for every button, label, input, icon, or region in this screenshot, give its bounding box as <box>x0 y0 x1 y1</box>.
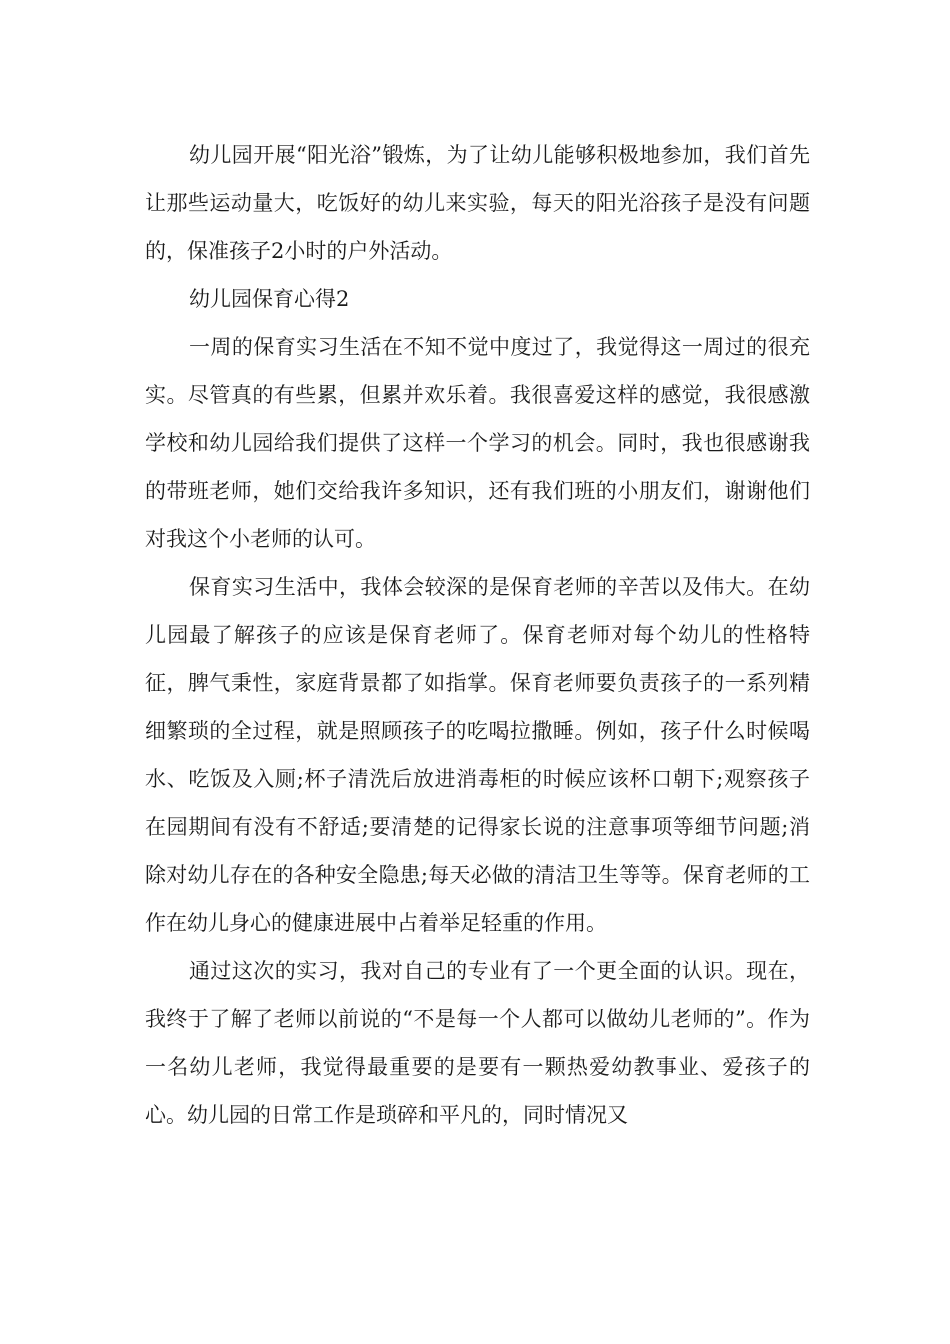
paragraph-nursery-teacher: 保育实习生活中，我体会较深的是保育老师的辛苦以及伟大。在幼儿园最了解孩子的应该是保育老师了。保育老师对每个幼儿的性格特征，脾气秉性，家庭背景都了如指掌。保育老师要负责孩子的一系列精细繁琐的全过程，就是照顾孩子的吃喝拉撒睡。例如，孩子什么时候喝水、吃饭及入厕;杯子清洗后放进消毒柜的时候应该杯口朝下;观察孩子在园期间有没有不舒适;要清楚的记得家长说的注意事项等细节问题;消除对幼儿存在的各种安全隐患;每天必做的清洁卫生等等。保育老师的工作在幼儿身心的健康进展中占着举足轻重的作用。 <box>145 575 810 935</box>
paragraph-reflection: 通过这次的实习，我对自己的专业有了一个更全面的认识。现在，我终于了解了老师以前说的“不是每一个人都可以做幼儿老师的”。作为一名幼儿老师，我觉得最重要的是要有一颗热爱幼教事业、爱孩子的心。幼儿园的日常工作是琐碎和平凡的，同时情况又 <box>145 959 810 1127</box>
paragraph-week-internship: 一周的保育实习生活在不知不觉中度过了，我觉得这一周过的很充实。尽管真的有些累，但累并欢乐着。我很喜爱这样的感觉，我很感激学校和幼儿园给我们提供了这样一个学习的机会。同时，我也很感谢我的带班老师，她们交给我许多知识，还有我们班的小朋友们，谢谢他们对我这个小老师的认可。 <box>145 335 810 551</box>
section-heading: 幼儿园保育心得2 <box>189 287 350 311</box>
document-body <box>145 131 810 1139</box>
paragraph-sunbath: 幼儿园开展“阳光浴”锻炼，为了让幼儿能够积极地参加，我们首先让那些运动量大，吃饭好的幼儿来实验，每天的阳光浴孩子是没有问题的，保准孩子2小时的户外活动。 <box>145 143 810 263</box>
